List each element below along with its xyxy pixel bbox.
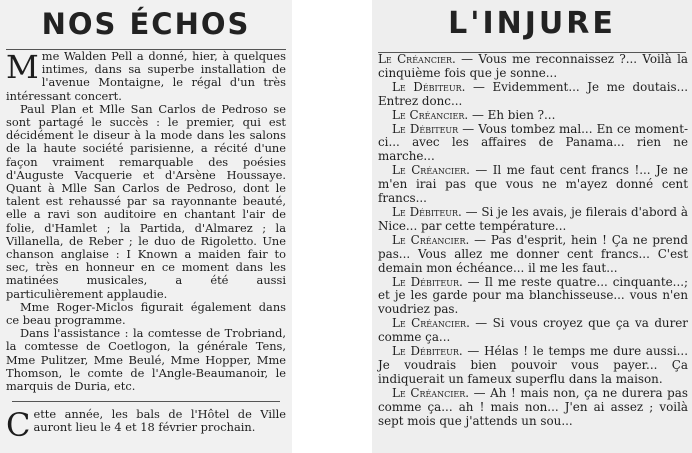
speaker: Le Créancier. bbox=[392, 163, 470, 178]
speaker: Le Créancier. bbox=[392, 316, 470, 331]
dialogue-line bbox=[378, 317, 688, 345]
dialogue-line bbox=[378, 345, 688, 387]
speaker: Le Débiteur. bbox=[392, 344, 463, 359]
right-column bbox=[372, 0, 692, 453]
dialogue-line bbox=[378, 387, 688, 429]
speech: — Si vous croyez que ça va durer comme ça... bbox=[378, 316, 688, 345]
dialogue-line bbox=[378, 53, 688, 81]
speech: — Evidemment... Je me doutais... Entrez donc... bbox=[378, 79, 688, 108]
dialogue-line bbox=[378, 123, 688, 165]
paragraph-bals-text: ette année, les bals de l'Hôtel de Ville auront lieu le 4 et 18 février prochain. bbox=[33, 407, 286, 435]
dialogue-line bbox=[378, 234, 688, 276]
dialogue-line bbox=[378, 206, 688, 234]
paragraph-walden-pell-text: me Walden Pell a donné, hier, à quelques intimes, dans sa superbe installation de l'avenue Montaigne, le régal d'un très intéressant concert. bbox=[6, 49, 286, 103]
paragraph-bals bbox=[6, 406, 286, 445]
speech: — Eh bien ?... bbox=[468, 107, 556, 122]
injure-title: L'INJURE bbox=[448, 6, 616, 41]
paragraph-walden-pell bbox=[6, 50, 286, 103]
nos-echos-body bbox=[0, 48, 292, 445]
dropcap-c: C bbox=[6, 406, 31, 445]
speech: — Il me faut cent francs !... Je ne m'en irai pas que vous ne m'ayez donné cent francs... bbox=[378, 163, 688, 206]
speech: — Il me reste quatre... cinquante...; et je les garde pour ma blanchisseuse... vous n'en voudriez pas. bbox=[378, 274, 689, 317]
speaker: Le Créancier. bbox=[392, 385, 470, 400]
injure-body bbox=[372, 53, 692, 428]
dialogue-line bbox=[378, 81, 688, 109]
speaker: Le Débiteur. bbox=[392, 274, 463, 289]
speaker: Le Débiteur. bbox=[392, 79, 466, 94]
nos-echos-title: NOS ÉCHOS bbox=[41, 7, 251, 41]
paragraph-roger-miclos: Mme Roger-Miclos figurait également dans ce beau programme. bbox=[6, 299, 286, 328]
speech: — Pas d'esprit, hein ! Ça ne prend pas... Vous allez me donner cent francs... C'est demain mon échéance... il me les faut... bbox=[378, 232, 688, 275]
speaker: Le Débiteur. bbox=[392, 204, 462, 219]
speech: — Vous tombez mal... En ce moment-ci... avec les affaires de Panama... rien ne marche... bbox=[378, 121, 688, 164]
speech: — Vous me reconnaissez ?... Voilà la cinquième fois que je sonne... bbox=[378, 52, 688, 80]
speech: — Ah ! mais non, ça ne durera pas comme ça... ah ! mais non... J'en ai assez ; voilà sept mois que j'attends un sou... bbox=[378, 385, 688, 428]
dropcap-m: M bbox=[6, 48, 39, 86]
paragraph-paul-plan: Paul Plan et Mlle San Carlos de Pedroso se sont partagé le succès : le premier, qui est décidément le diseur à la mode dans les salons de la haute société parisienne, a récité d'une façon vraiment remarquable des poésies d'Auguste Vacquerie et d'Arsène Houssaye. Quant à Mlle San Carlos de Pedroso, dont le talent est rehaussé par sa rayonnante beauté, elle a ravi son auditoire en chantant l'air de folie, d'Hamlet ; la Partida, d'Almarez ; la Villanella, de Reber ; le duo de Rigoletto. Une chanson anglaise : I Known a maiden fair to sec, très en honneur en ce moment dans les matinées musicales, a été aussi particulièrement applaudie. bbox=[6, 101, 286, 301]
page-gap bbox=[292, 0, 372, 453]
speaker: Le Créancier. bbox=[378, 52, 456, 66]
dialogue-line bbox=[378, 276, 688, 318]
dialogue-line bbox=[378, 109, 688, 123]
speech: — Hélas ! le temps me dure aussi... Je voudrais bien pouvoir vous payer... Ça indiquerait un fameux superflu dans la maison. bbox=[378, 344, 688, 386]
section-rule bbox=[12, 401, 280, 402]
speech: — Si je les avais, je filerais d'abord à Nice... par cette température... bbox=[378, 204, 688, 233]
left-column bbox=[0, 0, 292, 453]
speaker: Le Créancier. bbox=[392, 107, 469, 122]
paragraph-assistance: Dans l'assistance : la comtesse de Trobriand, la comtesse de Coetlogon, la générale Tens, Mme Pulitzer, Mme Beulé, Mme Hopper, Mme Thomson, le comte de l'Angle-Beaumanoir, le marquis de Duria, etc. bbox=[6, 326, 286, 394]
speaker: Le Débiteur bbox=[392, 121, 459, 136]
speaker: Le Créancier. bbox=[392, 232, 470, 247]
dialogue-line bbox=[378, 164, 688, 206]
